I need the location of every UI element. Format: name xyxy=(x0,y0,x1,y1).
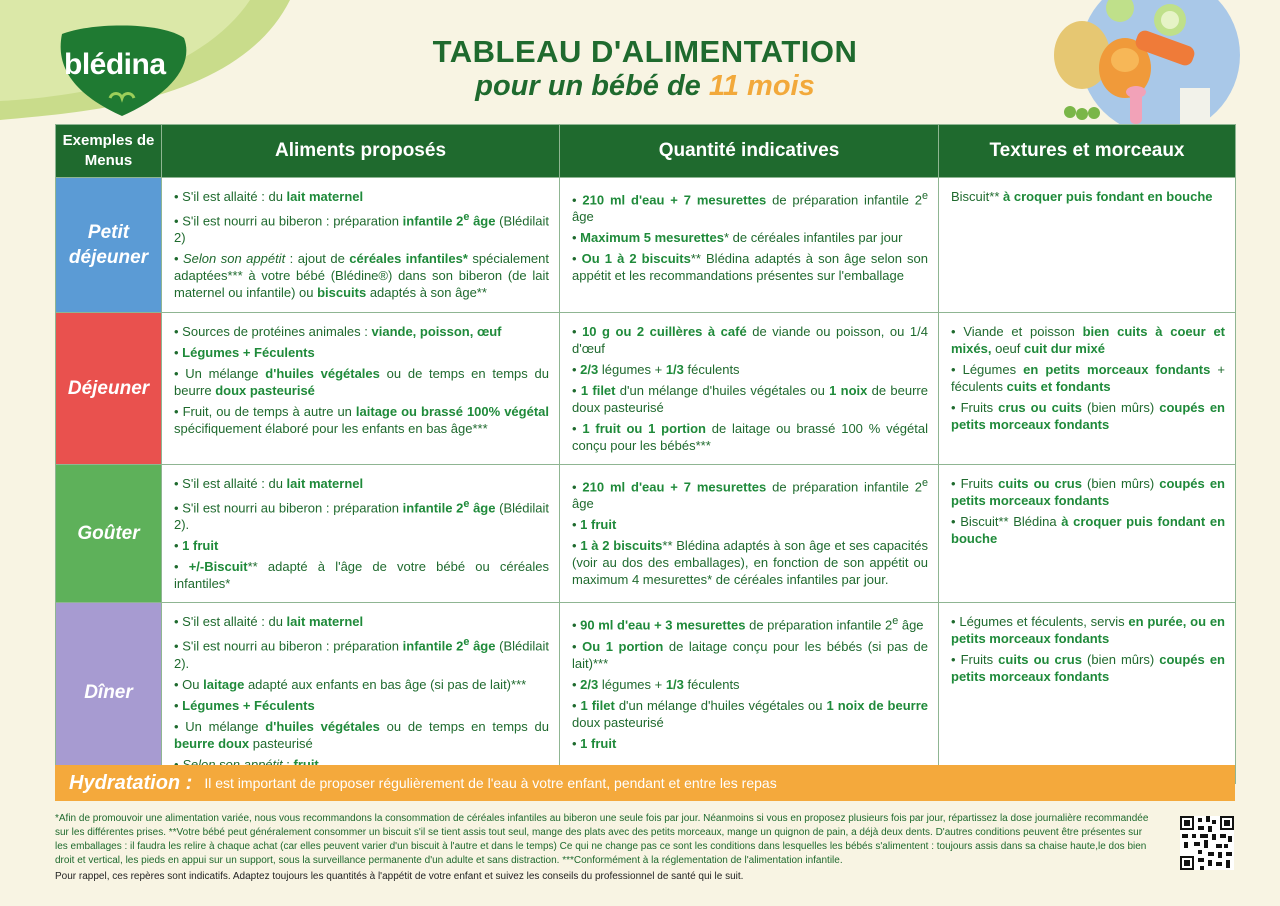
text: ou de temps en temps du beurre xyxy=(174,366,549,398)
list-item: • Viande et poisson bien cuits à coeur et mixés, oeuf cuit dur mixé xyxy=(951,324,1226,356)
text: d'un mélange d'huiles végétales ou xyxy=(614,697,827,713)
text-bold: Maximum 5 mesurettes xyxy=(580,230,724,246)
text: Légumes et féculents, servis xyxy=(959,614,1129,630)
text-bold: viande, poisson, œuf xyxy=(371,324,502,339)
list-item: • 1 filet d'un mélange d'huiles végétales ou 1 noix de beurre doux pasteurisé xyxy=(572,697,928,730)
text-bold: crus ou cuits xyxy=(998,400,1082,415)
aliments-cell xyxy=(162,178,560,313)
text: Biscuit** xyxy=(951,189,1004,204)
list-item: • 1 fruit ou 1 portion de laitage ou brassé 100 % végétal conçu pour les bébés*** xyxy=(572,421,928,453)
superscript: e xyxy=(463,498,470,510)
list-item: • Légumes en petits morceaux fondants + féculents cuits et fondants xyxy=(951,362,1225,394)
footnote: *Afin de promouvoir une alimentation variée, nous vous recommandons la consommation de céréales infantiles au biberon une seule fois par jour. Néanmoins si vous en proposez plusieurs fois par jour, répartissez la dose journalière recommandée sur les différentes prises. **Votre bébé peut généralement consommer un biscuit s'il se tient assis tout seul, mange des plats avec des petits morceaux, mange un quignon de pain, a déjà deux dents. D'autres conditions peuvent être présentes sur les emballages : il faudra les relire à chaque achat (car elles peuvent varier d'un biscuit à l'autre et dans le temps) Ce qui ne change pas ce sont les conditions dans lesquelles les bébés s'alimentent : toujours assis dans sa chaise haute,le dos bien droit et vertical, les pieds en appui sur un support, sous la surveillance permanente d'un adulte et sans distraction. ***Conformément à la réglementation de l'alimentation infantile. xyxy=(55,813,1149,866)
textures-cell xyxy=(939,178,1236,313)
meal-breakfast xyxy=(56,178,162,313)
list-item: • Légumes + Féculents xyxy=(174,697,315,713)
meal-label-line1: Déjeuner xyxy=(67,378,150,399)
superscript: e xyxy=(463,636,470,649)
page-title: TABLEAU D'ALIMENTATION xyxy=(432,34,858,69)
text: Fruits xyxy=(960,400,999,415)
list-item: • S'il est nourri au biberon : préparation infantile 2e âge (Blédilait 2) xyxy=(174,211,550,246)
text: adapté aux enfants en bas âge (si pas de lait)*** xyxy=(244,676,527,692)
header-textures: Textures et morceaux xyxy=(939,125,1236,178)
text-bold: 1 filet xyxy=(580,383,616,398)
table-row xyxy=(56,178,1236,313)
text: âge xyxy=(898,617,924,633)
text: ** adapté à l'âge de votre bébé ou céréales infantiles* xyxy=(174,559,549,592)
text-bold: 90 ml d'eau + 3 mesurettes xyxy=(580,617,746,633)
text: * de céréales infantiles par jour xyxy=(723,230,903,246)
table-row xyxy=(56,603,1236,783)
reminder-note: Pour rappel, ces repères sont indicatifs. Adaptez toujours les quantités à l'appétit de votre enfant et suivez les conseils du professionnel de santé qui le suit. xyxy=(55,871,744,882)
superscript: e xyxy=(463,211,470,223)
meal-snack xyxy=(56,465,162,603)
list-item: • 210 ml d'eau + 7 mesurettes de préparation infantile 2e âge xyxy=(572,477,928,512)
text-bold: infantile 2 xyxy=(402,500,464,516)
text-bold: infantile 2 xyxy=(402,638,464,654)
list-item: • Fruits cuits ou crus (bien mûrs) coupés en petits morceaux fondants xyxy=(951,652,1225,685)
text: de préparation infantile 2 xyxy=(766,192,922,208)
text: spécialement adaptées*** à votre bébé (Blédine®) dans son biberon (de lait maternel ou infantile) ou xyxy=(174,251,549,301)
text: Fruits xyxy=(960,652,999,668)
list-item: • Sources de protéines animales : viande, poisson, œuf xyxy=(174,324,502,339)
list-item: • Biscuit** Blédina à croquer puis fondant en bouche xyxy=(951,514,1226,546)
text: ** Blédina adaptés à son âge selon son appétit et les recommandations présentes sur l'emballage xyxy=(572,251,928,284)
meal-label-line2: déjeuner xyxy=(68,247,149,268)
text-bold: 2/3 xyxy=(580,362,599,377)
text: ou de temps en temps du xyxy=(379,718,549,734)
hydration-title: Hydratation : xyxy=(69,771,193,794)
list-item: • Maximum 5 mesurettes* de céréales infantiles par jour xyxy=(572,230,903,246)
text: (Blédilait 2) xyxy=(174,213,550,246)
text-bold: 1 à 2 biscuits xyxy=(580,538,663,554)
text: de laitage ou brassé 100 % végétal conçu pour les bébés*** xyxy=(572,421,928,453)
list-item: • 1 fruit xyxy=(174,538,219,554)
text: Biscuit** Blédina xyxy=(960,514,1062,529)
text-bold: âge xyxy=(469,638,496,654)
text-bold: 1 fruit xyxy=(580,517,617,533)
meal-label-line1: Petit xyxy=(87,222,130,243)
text: Légumes xyxy=(962,362,1024,377)
list-item: • S'il est allaité : du lait maternel xyxy=(174,476,364,491)
text-bold: lait maternel xyxy=(286,189,364,204)
text: (Blédilait 2). xyxy=(174,500,550,533)
feeding-table xyxy=(55,124,1236,784)
text-bold: +/-Biscuit xyxy=(188,559,248,575)
text-bold: âge xyxy=(469,213,496,229)
text: (Blédilait 2). xyxy=(174,638,550,671)
text: Un mélange xyxy=(185,718,266,734)
text-bold: lait maternel xyxy=(286,476,364,491)
text: légumes + xyxy=(598,362,666,377)
list-item: • S'il est nourri au biberon : préparation infantile 2e âge (Blédilait 2). xyxy=(174,636,550,671)
text: + féculents xyxy=(951,362,1225,394)
text: de laitage conçu pour les bébés (si pas de lait)*** xyxy=(572,638,928,671)
header-menus: Exemples de Menus xyxy=(56,125,162,178)
superscript: e xyxy=(892,615,899,628)
list-item: • 10 g ou 2 cuillères à café de viande ou poisson, ou 1/4 d'œuf xyxy=(572,324,928,356)
header-quantite: Quantité indicatives xyxy=(560,125,939,178)
text-bold: biscuits xyxy=(317,285,367,301)
list-item: • Ou 1 à 2 biscuits** Blédina adaptés à son âge selon son appétit et les recommandations présentes sur l'emballage xyxy=(572,251,928,284)
food-illustration xyxy=(1030,0,1260,124)
text: S'il est nourri au biberon : préparation xyxy=(182,500,403,516)
text-bold: cuits et fondants xyxy=(1006,379,1111,394)
list-item: • 90 ml d'eau + 3 mesurettes de préparation infantile 2e âge xyxy=(572,615,924,633)
list-item xyxy=(951,188,1225,205)
text-bold: 1 fruit xyxy=(182,538,219,554)
logo-text: blédina xyxy=(64,48,166,81)
aliments-cell xyxy=(162,603,560,783)
text-bold: beurre doux xyxy=(174,735,250,751)
list-item: • 2/3 légumes + 1/3 féculents xyxy=(572,676,740,692)
text-bold: Légumes + Féculents xyxy=(182,697,315,713)
text: Viande et poisson xyxy=(963,324,1083,339)
text: S'il est nourri au biberon : préparation xyxy=(182,213,403,229)
list-item: • 1 fruit xyxy=(572,735,617,751)
text-bold: céréales infantiles* xyxy=(349,251,468,267)
text: Fruit, ou de temps à autre un xyxy=(182,404,356,419)
list-item: • 1 à 2 biscuits** Blédina adaptés à son âge et ses capacités (voir au dos des emballages), en fonction de son appétit ou maximum 4 mesurettes* de céréales infantiles par jour. xyxy=(572,538,929,588)
text: (bien mûrs) xyxy=(1081,652,1160,668)
text-bold: Légumes + Féculents xyxy=(182,345,315,360)
text-bold: laitage ou brassé 100% végétal xyxy=(355,404,550,419)
textures-cell xyxy=(939,603,1236,783)
list-item: • Légumes + Féculents xyxy=(174,345,315,360)
text-bold: cuit dur mixé xyxy=(1024,341,1105,356)
text-bold: coupés en petits morceaux fondants xyxy=(951,400,1225,432)
list-item: • Un mélange d'huiles végétales ou de temps en temps du beurre doux pasteurisé xyxy=(174,366,549,398)
list-item: • S'il est allaité : du lait maternel xyxy=(174,614,364,630)
text-bold: lait maternel xyxy=(286,614,364,630)
text: S'il est allaité : du xyxy=(182,476,287,491)
text-bold: coupés en petits morceaux fondants xyxy=(951,476,1225,508)
text-bold: cuits ou crus xyxy=(998,652,1082,668)
text: S'il est allaité : du xyxy=(182,189,287,204)
text: oeuf xyxy=(991,341,1025,356)
text-bold: 210 ml d'eau + 7 mesurettes xyxy=(582,479,767,495)
quantite-cell xyxy=(560,178,939,313)
list-item: • Fruits cuits ou crus (bien mûrs) coupés en petits morceaux fondants xyxy=(951,476,1225,508)
text: S'il est allaité : du xyxy=(182,614,287,630)
text-bold: Ou 1 portion xyxy=(582,638,664,654)
meal-dinner xyxy=(56,603,162,783)
list-item: • Fruit, ou de temps à autre un laitage ou brassé 100% végétal spécifiquement élaboré pour les enfants en bas âge*** xyxy=(174,404,550,436)
text-bold: cuits ou crus xyxy=(998,476,1082,491)
text-bold: doux pasteurisé xyxy=(215,383,315,398)
text-bold: bien cuits à coeur et mixés, xyxy=(951,324,1226,356)
list-item: • 1 filet d'un mélange d'huiles végétales ou 1 noix de beurre doux pasteurisé xyxy=(572,383,928,415)
list-item: • Un mélange d'huiles végétales ou de temps en temps du beurre doux pasteurisé xyxy=(174,718,549,751)
list-item: • 210 ml d'eau + 7 mesurettes de préparation infantile 2e âge xyxy=(572,190,928,225)
text: de beurre doux pasteurisé xyxy=(572,383,928,415)
list-item: • S'il est allaité : du lait maternel xyxy=(174,189,364,204)
hydration-banner xyxy=(55,765,1235,801)
text: ** Blédina adaptés à son âge et ses capacités (voir au dos des emballages), en fonction de son appétit ou maximum 4 mesurettes* de céréales infantiles par jour. xyxy=(572,538,929,588)
text-bold: 1 fruit ou 1 portion xyxy=(582,421,706,436)
qr-code-icon xyxy=(1180,816,1234,870)
aliments-cell xyxy=(162,465,560,603)
list-item: • Ou laitage adapté aux enfants en bas âge (si pas de lait)*** xyxy=(174,676,527,692)
text: doux pasteurisé xyxy=(572,714,664,730)
text: spécifiquement élaboré pour les enfants en bas âge*** xyxy=(174,421,488,436)
text: féculents xyxy=(683,362,740,377)
text-bold: à croquer puis fondant en bouche xyxy=(1003,189,1213,204)
text: Ou xyxy=(182,676,204,692)
quantite-cell xyxy=(560,603,939,783)
text: âge xyxy=(572,209,594,225)
table-row xyxy=(56,313,1236,465)
superscript: e xyxy=(921,477,928,489)
text-bold: infantile 2 xyxy=(402,213,464,229)
textures-cell xyxy=(939,313,1236,465)
table-row xyxy=(56,465,1236,603)
text-bold: en petits morceaux fondants xyxy=(1023,362,1211,377)
quantite-cell xyxy=(560,313,939,465)
list-item: • Selon son appétit : ajout de céréales infantiles* spécialement adaptées*** à votre bébé (Blédine®) dans son biberon (de lait maternel ou infantile) ou biscuits adaptés à son âge** xyxy=(174,251,549,301)
list-item: • Ou 1 portion de laitage conçu pour les bébés (si pas de lait)*** xyxy=(572,638,928,671)
text: de viande ou poisson, ou 1/4 d'œuf xyxy=(572,324,928,356)
text: d'un mélange d'huiles végétales ou xyxy=(615,383,830,398)
text-bold: 1 filet xyxy=(580,697,615,713)
text-bold: laitage xyxy=(203,676,245,692)
text-bold: 1/3 xyxy=(665,676,684,692)
text-bold: 1/3 xyxy=(665,362,684,377)
list-item: • 2/3 légumes + 1/3 féculents xyxy=(572,362,740,377)
text: féculents xyxy=(683,676,740,692)
text-bold: d'huiles végétales xyxy=(265,366,380,381)
list-item: • S'il est nourri au biberon : préparation infantile 2e âge (Blédilait 2). xyxy=(174,498,550,533)
meal-label-line1: Dîner xyxy=(84,682,133,704)
page-subtitle xyxy=(300,70,990,103)
text-bold: Ou 1 à 2 biscuits xyxy=(581,251,691,267)
text: de préparation infantile 2 xyxy=(745,617,893,633)
text-bold: âge xyxy=(469,500,496,516)
text-bold: 10 g ou 2 cuillères à café xyxy=(582,324,747,339)
text: Fruits xyxy=(960,476,999,491)
text: de préparation infantile 2 xyxy=(766,479,922,495)
list-item: • Légumes et féculents, servis en purée, ou en petits morceaux fondants xyxy=(951,614,1225,647)
text-bold: coupés en petits morceaux fondants xyxy=(951,652,1225,685)
quantite-cell xyxy=(560,465,939,603)
meal-lunch xyxy=(56,313,162,465)
text: Sources de protéines animales : xyxy=(182,324,372,339)
text-bold: d'huiles végétales xyxy=(265,718,380,734)
superscript: e xyxy=(921,190,928,202)
table-header-row xyxy=(56,125,1236,178)
text: : ajout de xyxy=(285,251,350,267)
text: S'il est nourri au biberon : préparation xyxy=(182,638,403,654)
hydration-text: Il est important de proposer régulièrement de l'eau à votre enfant, pendant et entre les repas xyxy=(204,775,777,791)
text: adaptés à son âge** xyxy=(366,285,487,301)
meal-label-line1: Goûter xyxy=(77,523,140,545)
text: Un mélange xyxy=(185,366,266,381)
text-bold: 1 noix xyxy=(829,383,868,398)
subtitle-prefix: pour un bébé de xyxy=(475,70,709,102)
list-item: • +/-Biscuit** adapté à l'âge de votre bébé ou céréales infantiles* xyxy=(174,559,549,592)
subtitle-age: 11 mois xyxy=(708,70,815,102)
text-bold: 2/3 xyxy=(580,676,599,692)
text: légumes + xyxy=(598,676,666,692)
text-italic: Selon son appétit xyxy=(183,251,286,267)
text-bold: en purée, ou en petits morceaux fondants xyxy=(951,614,1225,647)
textures-cell xyxy=(939,465,1236,603)
text: (bien mûrs) xyxy=(1081,400,1160,415)
text: pasteurisé xyxy=(249,735,313,751)
text-bold: à croquer puis fondant en bouche xyxy=(951,514,1226,546)
text-bold: 1 fruit xyxy=(580,735,617,751)
text-bold: 1 noix de beurre xyxy=(826,697,928,713)
aliments-cell xyxy=(162,313,560,465)
text-bold: 210 ml d'eau + 7 mesurettes xyxy=(582,192,767,208)
text: âge xyxy=(572,496,594,512)
list-item: • Fruits crus ou cuits (bien mûrs) coupés en petits morceaux fondants xyxy=(951,400,1225,432)
list-item: • 1 fruit xyxy=(572,517,617,533)
header-aliments: Aliments proposés xyxy=(162,125,560,178)
text: (bien mûrs) xyxy=(1081,476,1160,491)
